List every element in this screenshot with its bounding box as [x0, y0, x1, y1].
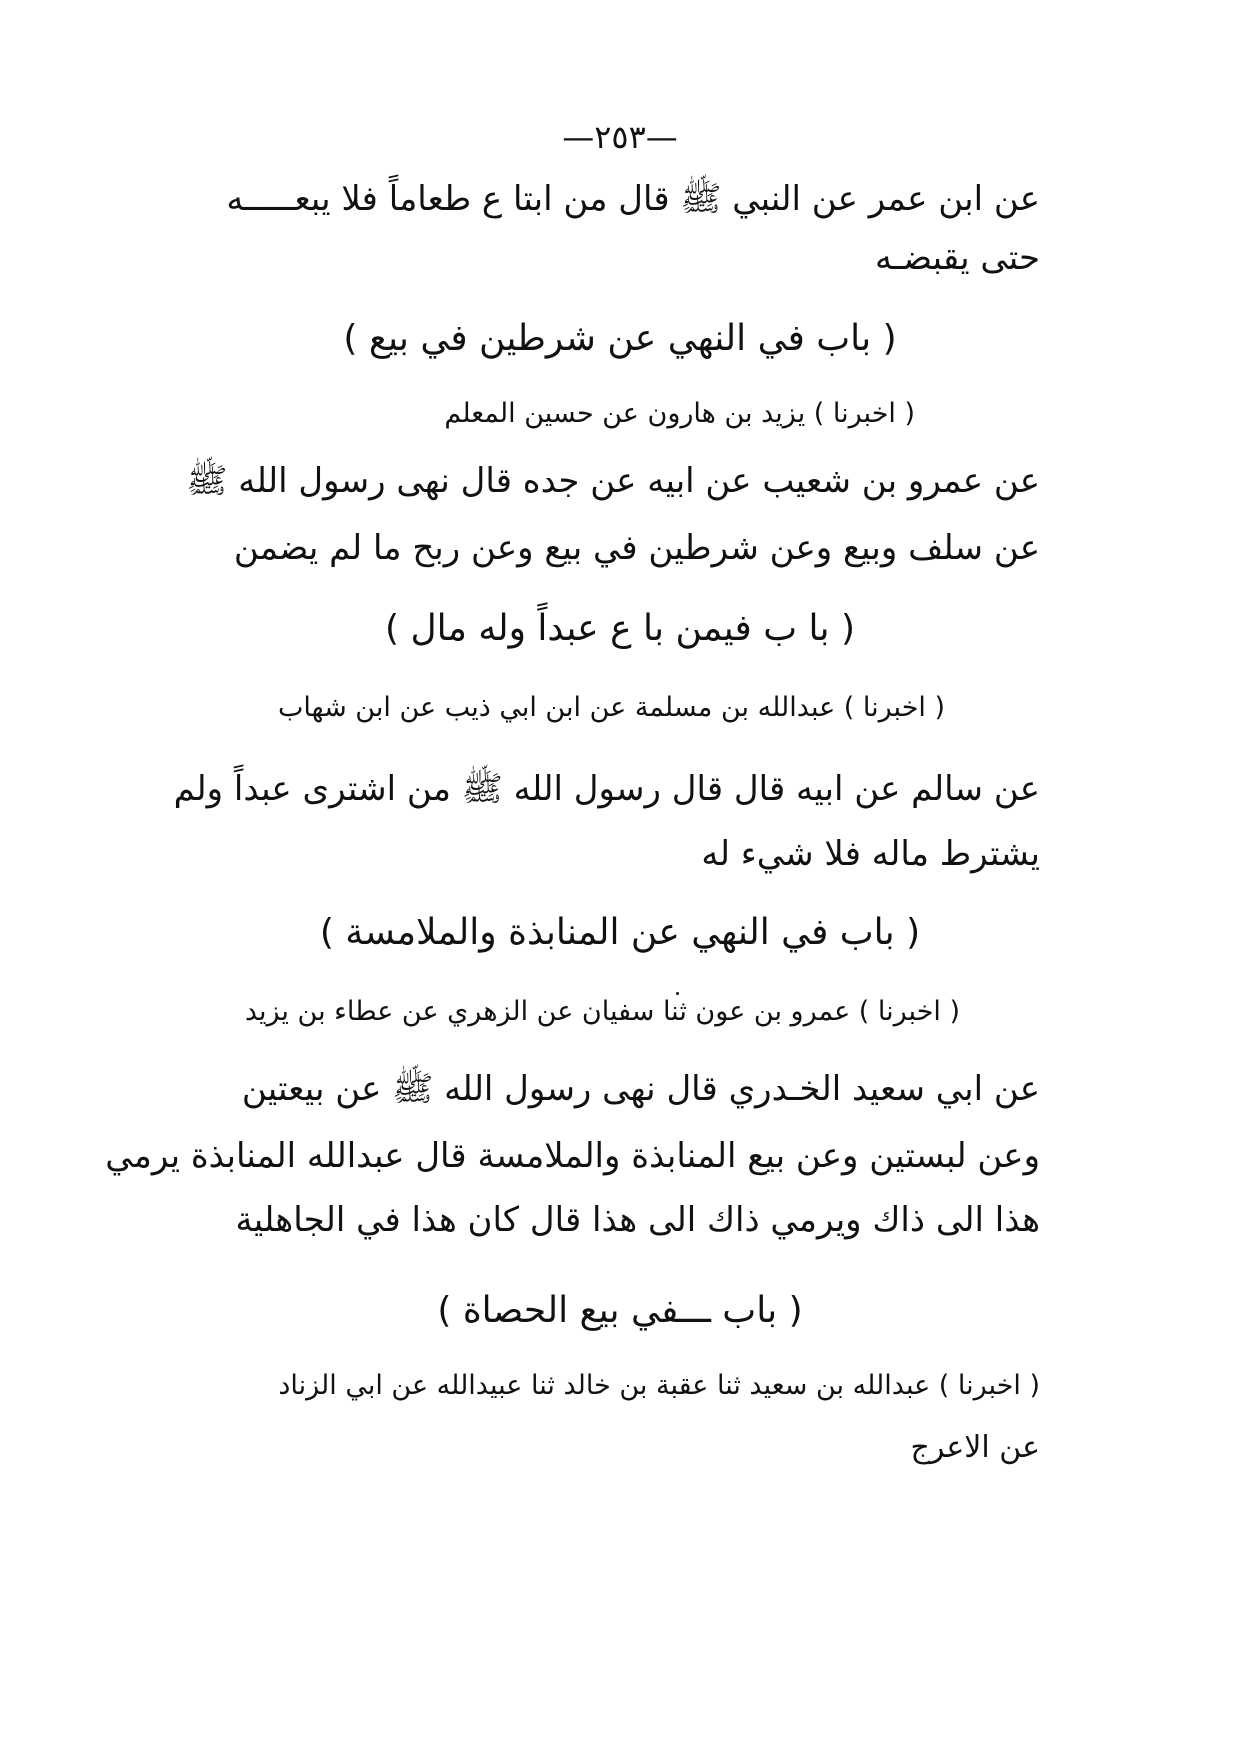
text-line-10: عن الاعرج — [910, 1430, 1040, 1465]
text-line-6: يشترط ماله فلا شيء له — [701, 834, 1040, 874]
section-heading-3: ( باب في النهي عن المنابذة والملامسة ) — [319, 912, 921, 953]
stray-dot — [676, 992, 679, 995]
section-heading-4: ( باب ـــفي بيع الحصاة ) — [437, 1290, 803, 1331]
isnad-line-3: ( اخبرنا ) عمرو بن عون ثنا سفيان عن الزهري عن عطاء بن يزيد — [244, 996, 960, 1027]
text-line-5: عن سالم عن ابيه قال قال رسول الله ﷺ من اشترى عبداً ولم — [173, 769, 1040, 809]
isnad-line-2: ( اخبرنا ) عبدالله بن مسلمة عن ابن ابي ذيب عن ابن شهاب — [278, 692, 945, 723]
page-number: —٢٥٣— — [562, 118, 678, 156]
section-heading-2: ( با ب فيمن با ع عبداً وله مال ) — [384, 608, 856, 649]
text-line-3: عن عمرو بن شعيب عن ابيه عن جده قال نهى رسول الله ﷺ — [186, 461, 1040, 501]
section-heading-1: ( باب في النهي عن شرطين في بيع ) — [343, 318, 897, 359]
text-line-8: وعن لبستين وعن بيع المنابذة والملامسة قال عبدالله المنابذة يرمي — [105, 1136, 1040, 1176]
text-line-1: عن ابن عمر عن النبي ﷺ قال من ابتا ع طعاماً فلا يبعـــــه — [226, 179, 1040, 219]
text-line-7: عن ابي سعيد الخـدري قال نهى رسول الله ﷺ عن بيعتين — [241, 1069, 1040, 1109]
isnad-line-1: ( اخبرنا ) يزيد بن هارون عن حسين المعلم — [444, 398, 915, 429]
isnad-line-4: ( اخبرنا ) عبدالله بن سعيد ثنا عقبة بن خالد ثنا عبيدالله عن ابي الزناد — [278, 1370, 1040, 1401]
text-line-2: حتى يقبضـه — [874, 238, 1040, 278]
text-line-9: هذا الى ذاك ويرمي ذاك الى هذا قال كان هذا في الجاهلية — [235, 1200, 1040, 1240]
text-line-4: عن سلف وبيع وعن شرطين في بيع وعن ربح ما لم يضمن — [233, 528, 1040, 568]
